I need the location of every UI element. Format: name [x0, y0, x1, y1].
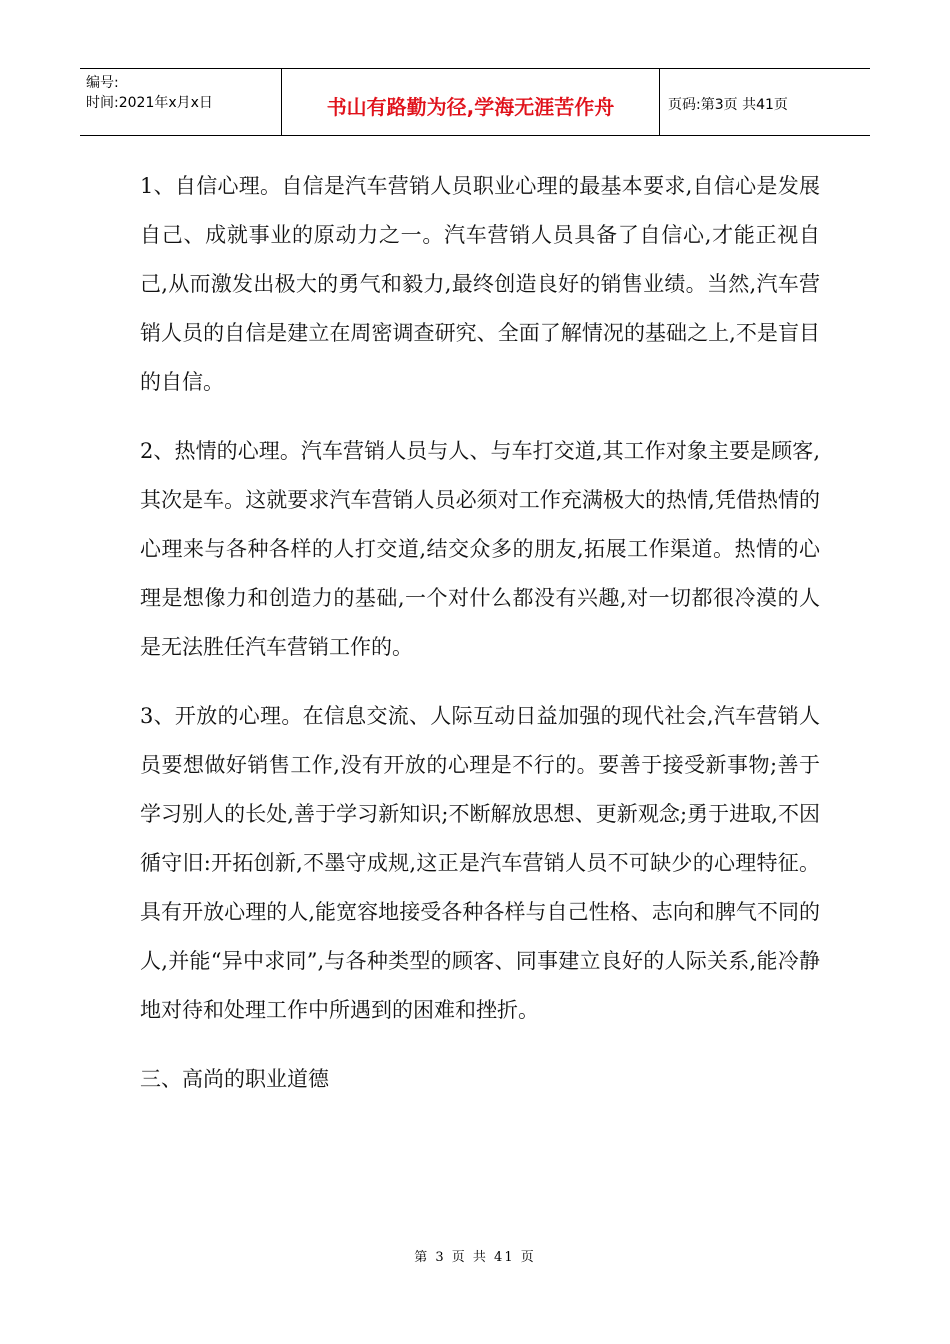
document-body	[140, 162, 820, 1104]
paragraph-openness: 3、开放的心理。在信息交流、人际互动日益加强的现代社会,汽车营销人员要想做好销售工作,没有开放的心理是不行的。要善于接受新事物;善于学习别人的长处,善于学习新知识;不断解放思想、更新观念;勇于进取,不因循守旧:开拓创新,不墨守成规,这正是汽车营销人员不可缺少的心理特征。具有开放心理的人,能宽容地接受各种各样与自己性格、志向和脾气不同的人,并能“异中求同”,与各种类型的顾客、同事建立良好的人际关系,能冷静地对待和处理工作中所遇到的困难和挫折。	[140, 704, 820, 1022]
paragraph-confidence: 1、自信心理。自信是汽车营销人员职业心理的最基本要求,自信心是发展自己、成就事业的原动力之一。汽车营销人员具备了自信心,才能正视自己,从而激发出极大的勇气和毅力,最终创造良好的销售业绩。当然,汽车营销人员的自信是建立在周密调查研究、全面了解情况的基础之上,不是盲目的自信。	[140, 174, 820, 394]
header-meta-cell	[80, 69, 282, 135]
section-heading: 三、高尚的职业道德	[140, 1067, 329, 1091]
date-label: 时间:2021年x月x日	[86, 95, 213, 111]
document-header	[80, 68, 870, 136]
number-label: 编号:	[86, 75, 119, 91]
motto-text: 书山有路勤为径,学海无涯苦作舟	[326, 94, 615, 119]
header-page-cell	[660, 69, 870, 135]
page-info: 页码:第3页 共41页	[668, 97, 788, 113]
page-footer: 第 3 页 共 41 页	[414, 1250, 536, 1265]
header-motto-cell	[282, 69, 660, 135]
paragraph-enthusiasm: 2、热情的心理。汽车营销人员与人、与车打交道,其工作对象主要是顾客,其次是车。这就要求汽车营销人员必须对工作充满极大的热情,凭借热情的心理来与各种各样的人打交道,结交众多的朋友,拓展工作渠道。热情的心理是想像力和创造力的基础,一个对什么都没有兴趣,对一切都很冷漠的人是无法胜任汽车营销工作的。	[140, 439, 820, 659]
